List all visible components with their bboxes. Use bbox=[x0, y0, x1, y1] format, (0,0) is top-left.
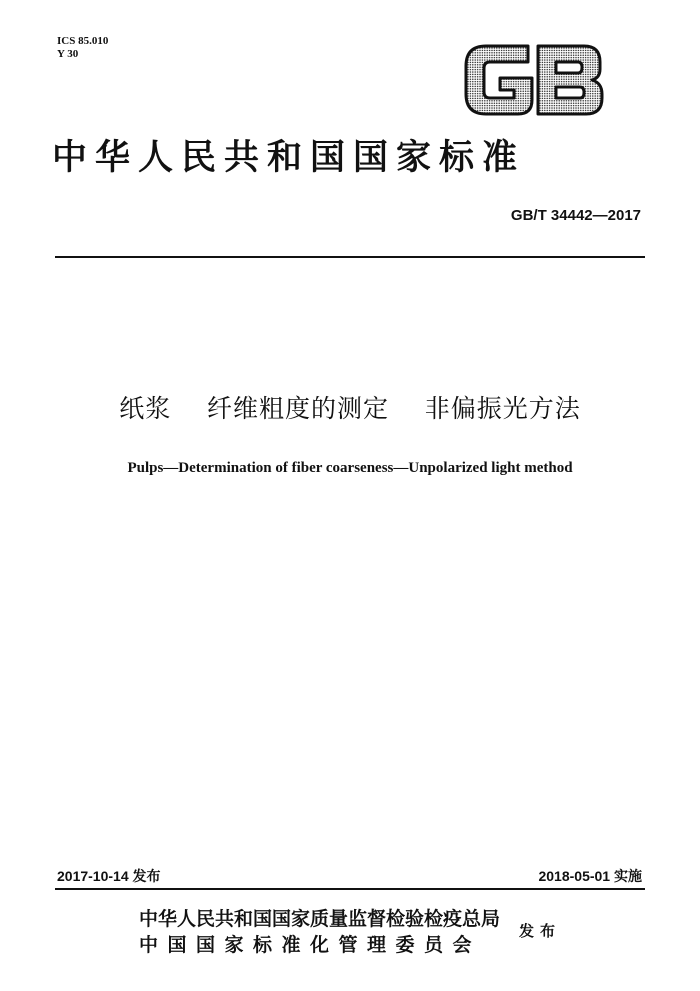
ccs-code: Y 30 bbox=[57, 48, 79, 60]
standard-type-heading: 中华人民共和国国家标准 bbox=[52, 138, 526, 178]
issuing-authorities bbox=[139, 905, 579, 961]
header-divider bbox=[55, 256, 645, 258]
standard-number: GB/T 34442—2017 bbox=[510, 207, 641, 224]
issued-by-label: 发布 bbox=[519, 922, 562, 940]
issuer-sac: 中国国家标准化管理委员会 bbox=[139, 934, 482, 956]
issue-date: 2017-10-14 发布 bbox=[57, 868, 161, 884]
classification-codes bbox=[57, 35, 108, 61]
title-english: Pulps—Determination of fiber coarseness—Unpolarized light method bbox=[127, 460, 573, 476]
title-chinese: 纸浆 纤维粗度的测定 非偏振光方法 bbox=[119, 394, 581, 423]
footer-divider bbox=[55, 888, 645, 890]
ics-code: ICS 85.010 bbox=[57, 35, 109, 47]
implementation-date: 2018-05-01 实施 bbox=[538, 868, 642, 884]
issuer-aqsiq: 中华人民共和国国家质量监督检验检疫总局 bbox=[139, 908, 501, 930]
gb-logo bbox=[462, 42, 605, 118]
